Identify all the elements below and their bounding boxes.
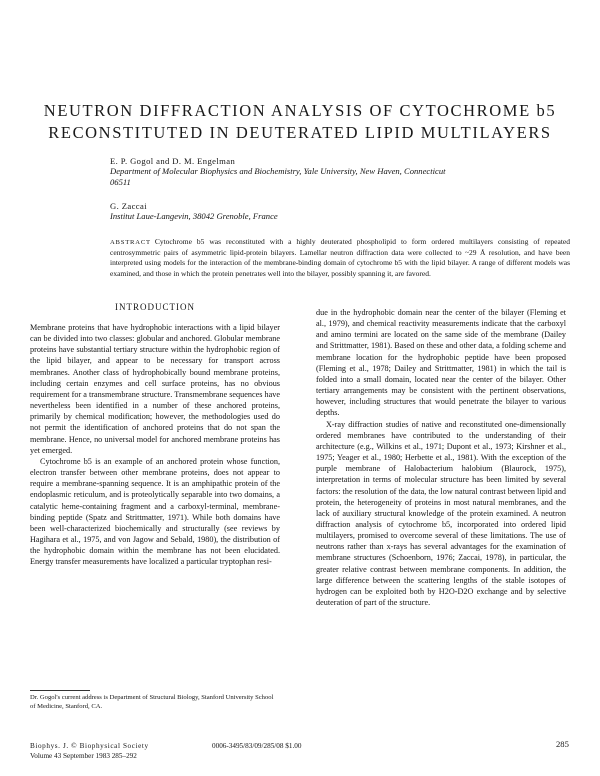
author-affiliation: Department of Molecular Biophysics and Biochemistry, Yale University, New Haven, Connecticut: [110, 166, 446, 177]
footnote-divider: [30, 690, 90, 691]
paragraph: Cytochrome b5 is an example of an anchored protein whose function, electron transfer between other membrane proteins, does not appear to require a membrane-spanning sequence. It is an amphipathic protein of the endoplasmic reticulum, and is proteolytically separable into two domains, a catalytic heme-containing fragment and a carboxyl-terminal, membrane-binding peptide (Spatz and Strittmatter, 1971). While both domains have been well-characterized biochemically and structurally (see reviews by Hagihara et al., 1975, and von Jagow and Sebald, 1980), the distribution of the hydrophobic domain within the membrane has not been elucidated. Energy transfer measurements have localized a particular tryptophan resi-: [30, 456, 280, 567]
volume-info: Volume 43 September 1983 285–292: [30, 751, 137, 760]
abstract-text: Cytochrome b5 was reconstituted with a highly deuterated phospholipid to form ordered multilayers consisting of repeated centrosymmetric pairs of asymmetric lipid-protein bilayers. Lamellar neutron diffraction data were collected to ~29 Å resolution, and have been interpreted using models for the interaction of the membrane-binding domain of cytochrome b5 with the lipid bilayer. A range of different models was examined, and those in which the protein penetrates well into the bilayer, possibly spanning it, are favored.: [110, 237, 570, 278]
right-column: [316, 307, 566, 608]
paragraph: X-ray diffraction studies of native and reconstituted one-dimensionally ordered membranes have contributed to the understanding of their architecture (e.g., Wilkins et al., 1971; Dupont et al., 1973; Kirshner et al., 1975; Yeager et al., 1980; Herbette et al., 1981). With the exception of the purple membrane of Halobacterium halobium (Blaurock, 1975), interpretation in terms of molecular structure has been limited by several factors: the resolution of the data, the low natural contrast between lipid and protein, the heterogeneity of proteins in most natural membranes, and the lack of auxiliary structural knowledge of the protein examined. A neutron diffraction analysis of cytochrome b5, incorporated into ordered lipid multilayers, promised to overcome several of these limitations. The use of neutrons rather than x-rays has several advantages for the examination of membrane structures (Schoenborn, 1976; Zaccai, 1978), in particular, the greater relative contrast between membrane components. In addition, the large difference between the scattering lengths of the stable isotopes of hydrogen can be exploited both by H2O-D2O exchange and by selective deuteration of part of the structure.: [316, 419, 566, 608]
abstract: [110, 237, 570, 279]
paragraph: due in the hydrophobic domain near the center of the bilayer (Fleming et al., 1979), and chemical reactivity measurements indicate that the carboxyl and amino termini are located on the same side of the membrane (Dailey and Strittmatter, 1981). Based on these and other data, a folding scheme and membrane location for the hydrophobic peptide have been proposed (Fleming et al., 1978; Dailey and Strittmatter, 1981) in which the tail is folded into a small domain, located near the center of the bilayer. Other tertiary arrangements may be consistent with the pertinent observations, however, including structures that would penetrate the bilayer to various depths.: [316, 308, 566, 418]
footnote: Dr. Gogol's current address is Department of Structural Biology, Stanford University School of Medicine, Stanford, CA.: [30, 694, 274, 710]
author-affiliation-zip: 06511: [110, 176, 131, 187]
article-code: 0006-3495/83/09/285/08 $1.00: [212, 742, 302, 750]
paragraph: Membrane proteins that have hydrophobic interactions with a lipid bilayer can be divided into two classes: globular and anchored. Globular membrane proteins have substantial tertiary structure within the hydrophobic region of the lipid bilayer, and appear to be necessary for transport across membranes. Another class of hydrophobically bound membrane proteins, including certain enzymes and cell surface proteins, has no obvious requirement for a transmembrane structure. Transmembrane sequences have nevertheless been identified in a number of these anchored proteins, primarily by chemical modification; however, the methodologies used do not permit the identification of anchored proteins that do not span the membrane. Hence, no universal model for anchored membrane proteins has yet emerged.: [30, 323, 280, 455]
author-block-2: [110, 201, 570, 222]
title-line-2: RECONSTITUTED IN DEUTERATED LIPID MULTILAYERS: [48, 123, 552, 142]
journal-name: Biophys. J. © Biophysical Society: [30, 742, 149, 750]
title-line-1: NEUTRON DIFFRACTION ANALYSIS OF CYTOCHROME b5: [43, 101, 557, 120]
author-names: G. Zaccai: [110, 201, 147, 211]
author-affiliation: Institut Laue-Langevin, 38042 Grenoble, France: [110, 211, 278, 222]
section-heading: INTRODUCTION: [115, 302, 195, 312]
abstract-label: ABSTRACT: [110, 239, 151, 246]
page-number: 285: [556, 739, 569, 749]
author-block-1: [110, 156, 570, 187]
left-column: [30, 322, 280, 567]
journal-citation: [30, 742, 149, 761]
author-names: E. P. Gogol and D. M. Engelman: [110, 156, 236, 166]
